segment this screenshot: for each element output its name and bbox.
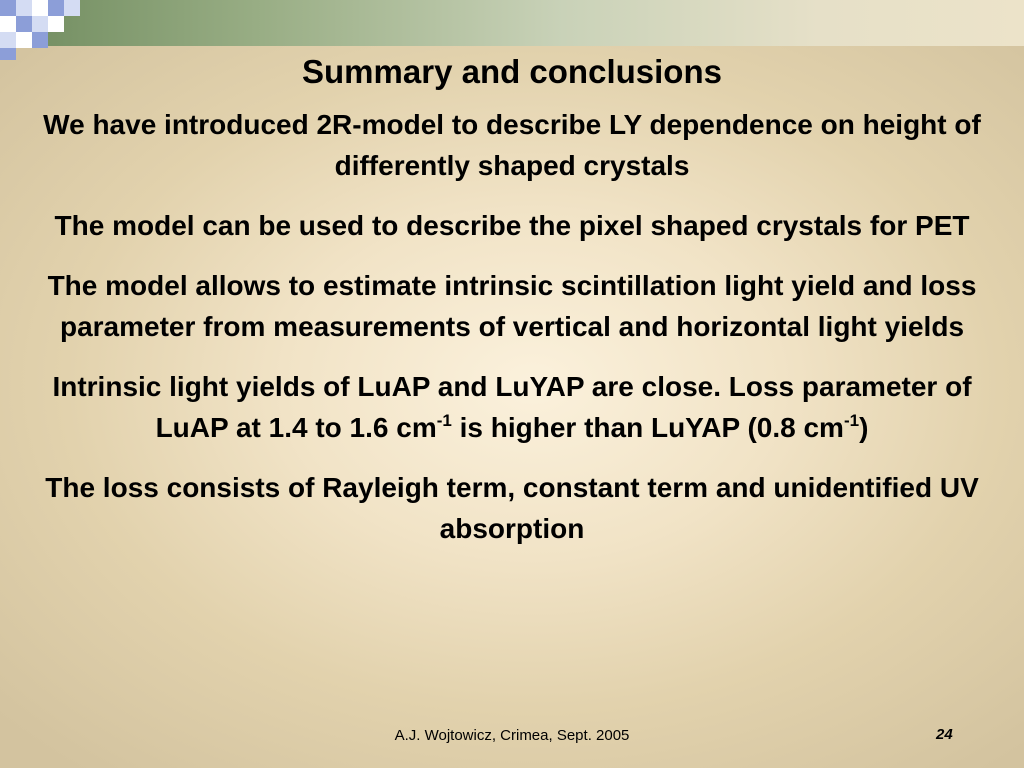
conclusion-paragraph: The loss consists of Rayleigh term, constant term and unidentified UV absorption xyxy=(45,471,979,544)
page-number: 24 xyxy=(936,726,953,743)
paragraph-text: ) xyxy=(859,411,869,443)
footer-text: A.J. Wojtowicz, Crimea, Sept. 2005 xyxy=(394,727,630,744)
top-decorative-bar xyxy=(0,0,1024,46)
conclusion-paragraph: We have introduced 2R-model to describe LY dependence on height of differently shaped crystals xyxy=(43,108,981,181)
conclusion-paragraph: The model allows to estimate intrinsic scintillation light yield and loss parameter from measurements of vertical and horizontal light yields xyxy=(47,269,977,342)
exponent: -1 xyxy=(843,410,860,430)
slide-content xyxy=(30,52,994,568)
paragraph-text: is higher than LuYAP (0.8 cm xyxy=(451,411,844,443)
checker-decoration-icon xyxy=(0,0,92,60)
conclusion-paragraph xyxy=(30,366,994,448)
paragraph-text: Intrinsic light yields of LuAP and LuYAP are close. Loss parameter of LuAP at 1.4 to 1.6 cm xyxy=(52,370,972,443)
exponent: -1 xyxy=(436,410,452,430)
conclusion-paragraph: The model can be used to describe the pixel shaped crystals for PET xyxy=(54,209,970,241)
slide-title: Summary and conclusions xyxy=(302,53,722,90)
